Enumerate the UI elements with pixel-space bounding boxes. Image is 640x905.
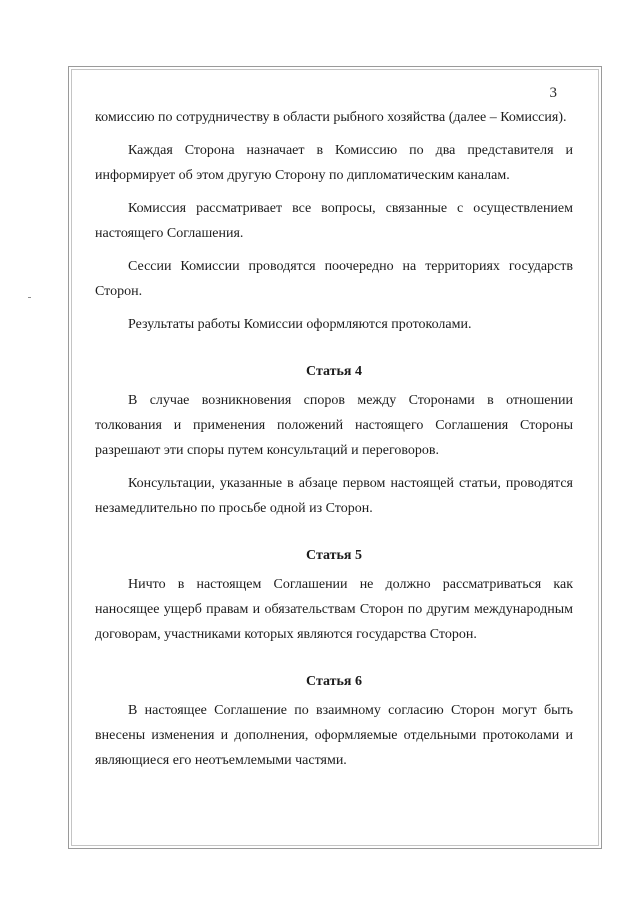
article-4 [95, 359, 573, 521]
scan-speck [28, 297, 31, 298]
article-paragraph: Ничто в настоящем Соглашении не должно рассматриваться как наносящее ущерб правам и обязательствам Сторон по другим международным договорам, участниками которых являются государства Сторон. [95, 577, 573, 642]
article-paragraph: Консультации, указанные в абзаце первом настоящей статьи, проводятся незамедлительно по просьбе одной из Сторон. [95, 476, 573, 516]
article-heading: Статья 5 [306, 548, 362, 563]
intro-paragraph: Результаты работы Комиссии оформляются протоколами. [128, 317, 472, 332]
document-body [95, 105, 573, 781]
article-paragraph: В случае возникновения споров между Сторонами в отношении толкования и применения положений настоящего Соглашения Стороны разрешают эти споры путем консультаций и переговоров. [95, 393, 573, 458]
intro-paragraph: Сессии Комиссии проводятся поочередно на территориях государств Сторон. [95, 259, 573, 299]
intro-paragraph: комиссию по сотрудничеству в области рыбного хозяйства (далее – Комиссия). [95, 110, 567, 125]
article-6 [95, 669, 573, 773]
article-heading: Статья 4 [306, 364, 362, 379]
page-frame [68, 66, 602, 849]
article-heading: Статья 6 [306, 674, 362, 689]
article-5 [95, 543, 573, 647]
intro-paragraph: Комиссия рассматривает все вопросы, связанные с осуществлением настоящего Соглашения. [95, 201, 573, 241]
intro-paragraph: Каждая Сторона назначает в Комиссию по два представителя и информирует об этом другую Сторону по дипломатическим каналам. [95, 143, 573, 183]
page-number: 3 [549, 85, 557, 101]
article-paragraph: В настоящее Соглашение по взаимному согласию Сторон могут быть внесены изменения и дополнения, оформляемые отдельными протоколами и являющиеся его неотъемлемыми частями. [95, 703, 573, 768]
